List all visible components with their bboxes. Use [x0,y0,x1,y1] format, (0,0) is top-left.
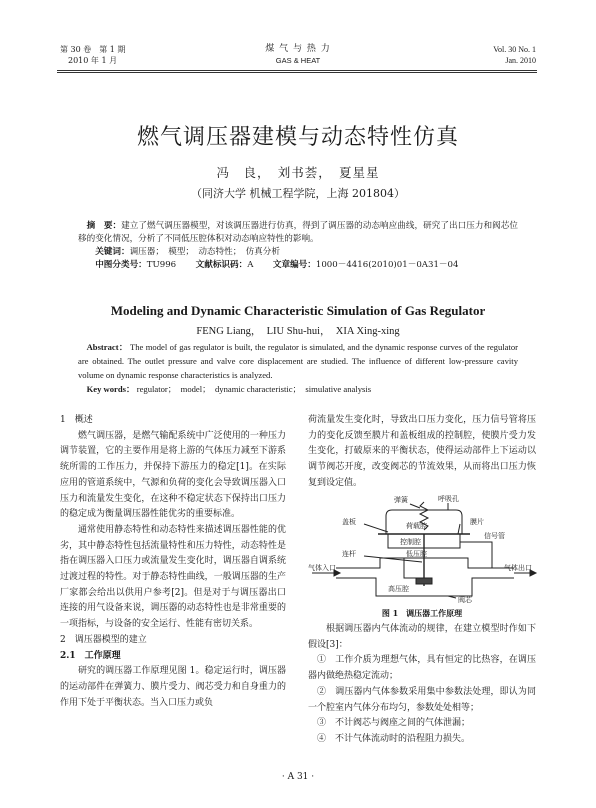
abstract-zh-label: 摘 要： [86,221,122,231]
journal-name-zh: 煤 气 与 热 力 [265,44,331,54]
paper-title: 燃气调压器建模与动态特性仿真 [136,125,459,150]
figure-1-caption: 图 1 调压器工作原理 [381,608,463,618]
classification-line [78,259,518,272]
date-en: Jan. 2010 [505,56,536,65]
volume-en: Vol. 30 No. 1 [493,45,536,54]
keywords-zh [78,246,518,259]
label-breather: 呼吸孔 [438,495,459,503]
signal-pipe-line [460,542,492,568]
clc-value: TU996 [146,260,177,270]
keywords-en-label: Key words： [86,384,135,394]
label-low-cavity: 低压腔 [406,550,427,558]
clc-label: 中图分类号： [95,260,147,270]
label-diaphragm: 膜片 [470,518,484,526]
keywords-zh-text: 调压器； 模型； 动态特性； 仿真分析 [129,247,280,257]
right-column [308,413,536,492]
label-spring: 弹簧 [394,496,408,504]
abstract-zh [78,220,518,272]
doc-code-label: 文献标识码： [195,260,248,270]
right-paragraph-1: 荷流量发生变化时，导致出口压力变化，压力信号管将压力的变化反馈至膜片和盖板组成的控制腔，使膜片受力发生变化，打破原来的平衡状态，使得运动部件上下运动以调节阀芯开度，改变阀芯的节流效果，从而将出口压力恢复到设定值。 [308,415,536,488]
doc-code-value: A [247,260,254,270]
page-number: · A 31 · [281,772,315,782]
right-paragraph-2: 根据调压器内气体流动的规律，在建立模型时作如下假设[3]： [308,624,536,650]
header-right [493,44,536,66]
abstract-zh-text: 建立了燃气调压器模型，对该调压器进行仿真，得到了调压器的动态响应曲线，研究了出口压力和阀芯位移的变化情况，分析了不同低压腔体积对动态响应特性的影响。 [78,221,518,244]
keywords-zh-label: 关键词： [95,247,130,257]
label-outlet: 气体出口 [504,564,532,572]
article-no-label: 文章编号： [272,260,316,270]
abstract-zh-body [78,220,518,246]
valve-core-shape [416,578,432,584]
header-rule [57,70,537,71]
label-cover: 盖板 [342,518,356,526]
assumption-2: ② 调压器内气体参数采用集中参数法处理，即认为同一个腔室内气体分布均匀，参数处处相等； [308,686,536,713]
article-no-value: 1000－4416(2010)01－0A31－04 [315,260,459,270]
leader-spring [410,504,420,508]
leader-cover [364,524,388,532]
publication-date: 2010 年 1 月 [68,56,118,65]
journal-name-en: GAS & HEAT [275,56,321,65]
label-high-cavity: 高压腔 [388,585,409,593]
section-2-heading: 2 调压器模型的建立 [60,634,147,645]
label-valve-core: 阀芯 [458,596,472,604]
affiliation: （同济大学 机械工程学院，上海 201804） [191,187,405,200]
abstract-en-label: Abstract： [86,342,128,352]
section-2-1-heading: 2.1 工作原理 [60,650,121,661]
label-inlet: 气体入口 [308,564,336,572]
keywords-en-text: regulator； model； dynamic characteristic； simulative analysis [136,384,372,394]
abstract-en-text: The model of gas regulator is built, the regulator is simulated, and the dynamic response curves of the regulator are obtained. The outlet pressure and valve core displacement are studied. The influence of different low-pressure cavity volume on dynamic response characteristics is analyzed. [78,342,519,380]
header-rule-2 [57,72,537,73]
label-control-cavity: 控制腔 [400,538,421,546]
left-column [60,413,286,711]
body-top [336,558,514,568]
assumption-1: ① 工作介质为理想气体，具有恒定的比热容，在调压器内做绝热稳定流动； [308,655,536,682]
assumption-4: ④ 不计气体流动时的沿程阻力损失。 [317,733,471,744]
label-signal-pipe: 信号管 [484,532,505,540]
authors: 冯 良， 刘书荟， 夏星星 [216,165,380,180]
label-load-cavity: 荷载腔 [406,522,427,530]
abstract-en [78,340,518,396]
authors-en: FENG Liang， LIU Shu-hui， XIA Xing-xing [196,326,400,337]
label-rod: 连杆 [342,550,356,558]
section-1-paragraph-1: 燃气调压器，是燃气输配系统中广泛使用的一种压力调节装置，它的主要作用是将上游的气体压力减至下游系统所需的工作压力，并保持下游压力的稳定[1]。在实际应用的管道系统中，气源和负荷的变化会导致调压器入口压力和流量发生变化，在这种不稳定状态下保持出口压力的稳定成为衡量调压器性能优劣的重要标准。 [60,430,286,520]
volume-issue: 第 30 卷 第 1 期 [60,45,126,54]
leader-diaphragm [458,524,460,534]
section-1-heading: 1 概述 [60,415,93,425]
section-2-1-paragraph: 研究的调压器工作原理见图 1。稳定运行时，调压器的运动部件在弹簧力、膜片受力、阀芯受力和自身重力的作用下处于平衡状态。当入口压力或负 [60,666,286,708]
abstract-en-body [78,340,518,382]
assumption-3: ③ 不计阀芯与阀座之间的气体泄漏； [317,718,471,729]
figure-1-diagram [308,494,538,606]
section-1-paragraph-2: 通常使用静态特性和动态特性来描述调压器性能的优劣，其中静态特性包括流量特性和压力特性，动态特性是指在调压器入口压力或流量发生变化时，调压器自调系统过渡过程的特性。对于静态特性曲线，一般调压器的生产厂家都会给出以供用户参考[2]。但是对于与调压器出口连接的用气设备来说，调压器的动态特性也是非常重要的一项指标，与设备的安全运行、性能有密切关系。 [60,524,286,630]
right-column-lower [308,622,536,748]
keywords-en [78,382,518,396]
paper-title-en: Modeling and Dynamic Characteristic Simulation of Gas Regulator [110,303,486,318]
